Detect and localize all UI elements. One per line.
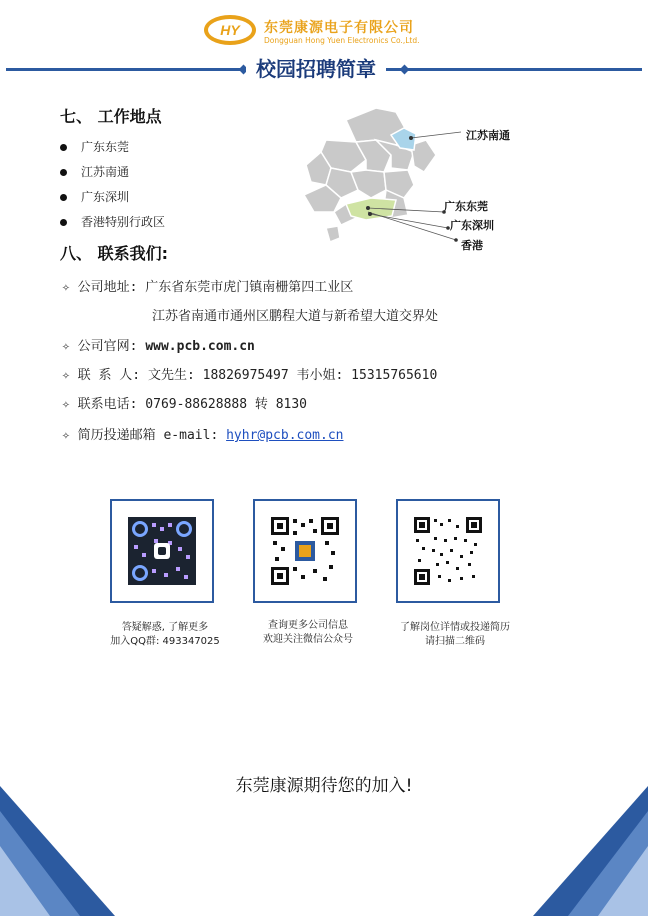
qr-code-icon (128, 517, 196, 585)
corner-decoration-right (528, 786, 648, 916)
phone-number: ✧ 联系电话: 0769-88628888 转 8130 (62, 397, 308, 412)
list-item: 江苏南通 (60, 163, 129, 180)
map-label-hongkong: 香港 (461, 239, 483, 252)
wechat-qr-caption: 查询更多公司信息 欢迎关注微信公众号 (263, 620, 353, 645)
company-name-en: Dongguan Hong Yuen Electronics Co.,Ltd. (264, 36, 420, 45)
footer-slogan: 东莞康源期待您的加入! (235, 776, 413, 796)
title-diamond-right (400, 65, 410, 75)
map-label-shenzhen: 广东深圳 (450, 219, 494, 232)
page-title: 校园招聘简章 (256, 57, 376, 81)
website-link[interactable]: www.pcb.com.cn (145, 339, 255, 354)
bullet-icon (60, 219, 67, 226)
qr-code-icon (414, 517, 482, 585)
email-link[interactable]: hyhr@pcb.com.cn (226, 428, 344, 443)
contact-heading: 八、 联系我们: (60, 244, 168, 263)
svg-text:HY: HY (220, 22, 240, 38)
qr-code-icon (271, 517, 339, 585)
contact-person: ✧ 联 系 人: 文先生: 18826975497 韦小姐: 15315765610 (62, 368, 438, 383)
wechat-qr (253, 499, 357, 603)
list-item: 广东深圳 (60, 188, 129, 205)
corner-decoration-left (0, 786, 120, 916)
title-box (246, 56, 386, 82)
bullet-icon (60, 144, 67, 151)
qq-qr-caption: 答疑解惑, 了解更多 加入QQ群: 493347025 (110, 622, 220, 647)
address-line-1: ✧ 公司地址: 广东省东莞市虎门镇南栅第四工业区 (62, 280, 354, 295)
bullet-icon (60, 194, 67, 201)
address-line-2: 江苏省南通市通州区鹏程大道与新希望大道交界处 (152, 309, 439, 324)
map-label-jiangsu: 江苏南通 (466, 129, 510, 142)
china-map (296, 100, 526, 260)
website-row: ✧ 公司官网: www.pcb.com.cn (62, 339, 255, 354)
resume-qr (396, 499, 500, 603)
qq-group-qr (110, 499, 214, 603)
bullet-icon (60, 169, 67, 176)
resume-qr-caption: 了解岗位详情或投递简历 请扫描二维码 (400, 622, 510, 647)
work-location-heading: 七、 工作地点 (60, 107, 162, 126)
map-label-dongguan: 广东东莞 (444, 200, 488, 213)
email-row: ✧ 简历投递邮箱 e-mail: hyhr@pcb.com.cn (62, 428, 344, 443)
company-logo (203, 14, 257, 46)
list-item: 广东东莞 (60, 138, 129, 155)
company-name-cn: 东莞康源电子有限公司 (264, 20, 414, 36)
list-item: 香港特别行政区 (60, 213, 165, 230)
